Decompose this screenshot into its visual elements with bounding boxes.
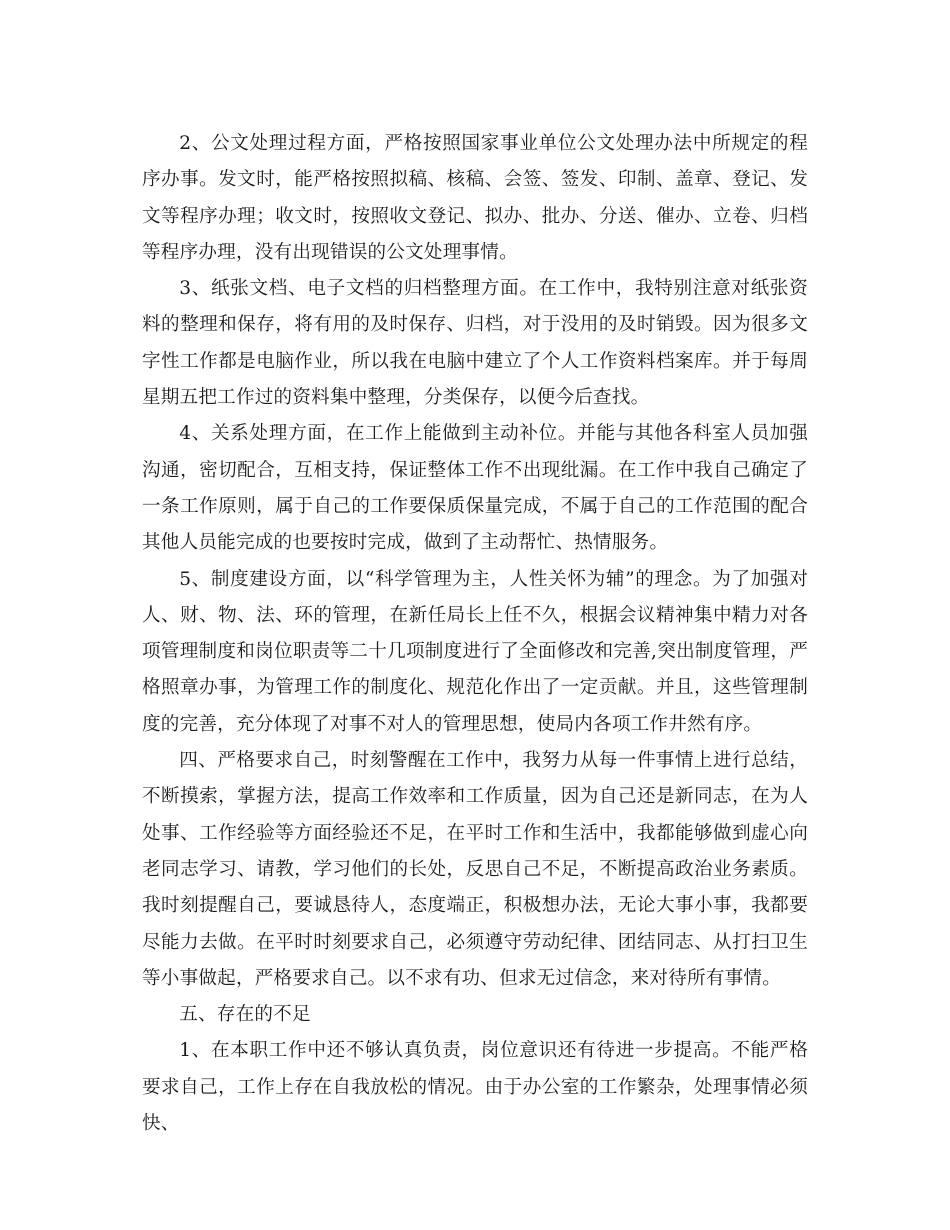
paragraph-archiving: 3、纸张文档、电子文档的归档整理方面。在工作中，我特别注意对纸张资料的整理和保存，将有用的及时保存、归档，对于没用的及时销毁。因为很多文字性工作都是电脑作业，所以我在电脑中建立了个人工作资料档案库。并于每周星期五把工作过的资料集中整理，分类保存，以便今后查找。 <box>142 278 808 409</box>
document-body <box>142 126 808 1142</box>
paragraph-shortcoming-1: 1、在本职工作中还不够认真负责，岗位意识还有待进一步提高。不能严格要求自己，工作上存在自我放松的情况。由于办公室的工作繁杂，处理事情必须快、 <box>142 1040 808 1135</box>
paragraph-document-processing: 2、公文处理过程方面，严格按照国家事业单位公文处理办法中所规定的程序办事。发文时，能严格按照拟稿、核稿、会签、签发、印制、盖章、登记、发文等程序办理；收文时，按照收文登记、拟办、批办、分送、催办、立卷、归档等程序办理，没有出现错误的公文处理事情。 <box>142 133 808 263</box>
paragraph-relationships: 4、关系处理方面，在工作上能做到主动补位。并能与其他各科室人员加强沟通，密切配合，互相支持，保证整体工作不出现纰漏。在工作中我自己确定了一条工作原则，属于自己的工作要保质保量完成，不属于自己的工作范围的配合其他人员能完成的也要按时完成，做到了主动帮忙、热情服务。 <box>142 423 808 554</box>
section-heading-shortcomings: 五、存在的不足 <box>179 1004 311 1026</box>
paragraph-self-discipline: 四、严格要求自己，时刻警醒在工作中，我努力从每一件事情上进行总结，不断摸索，掌握方法，提高工作效率和工作质量，因为自己还是新同志，在为人处事、工作经验等方面经验还不足，在平时工作和生活中，我都能够做到虚心向老同志学习、请教，学习他们的长处，反思自己不足，不断提高政治业务素质。我时刻提醒自己，要诚恳待人，态度端正，积极想办法，无论大事小事，我都要尽能力去做。在平时时刻要求自己，必须遵守劳动纪律、团结同志、从打扫卫生等小事做起，严格要求自己。以不求有功、但求无过信念，来对待所有事情。 <box>142 750 808 989</box>
paragraph-system-building: 5、制度建设方面，以“科学管理为主，人性关怀为辅”的理念。为了加强对人、财、物、法、环的管理，在新任局长上任不久，根据会议精神集中精力对各项管理制度和岗位职责等二十几项制度进行了全面修改和完善,突出制度管理，严格照章办事，为管理工作的制度化、规范化作出了一定贡献。并且，这些管理制度的完善，充分体现了对事不对人的管理思想，使局内各项工作井然有序。 <box>142 568 808 735</box>
